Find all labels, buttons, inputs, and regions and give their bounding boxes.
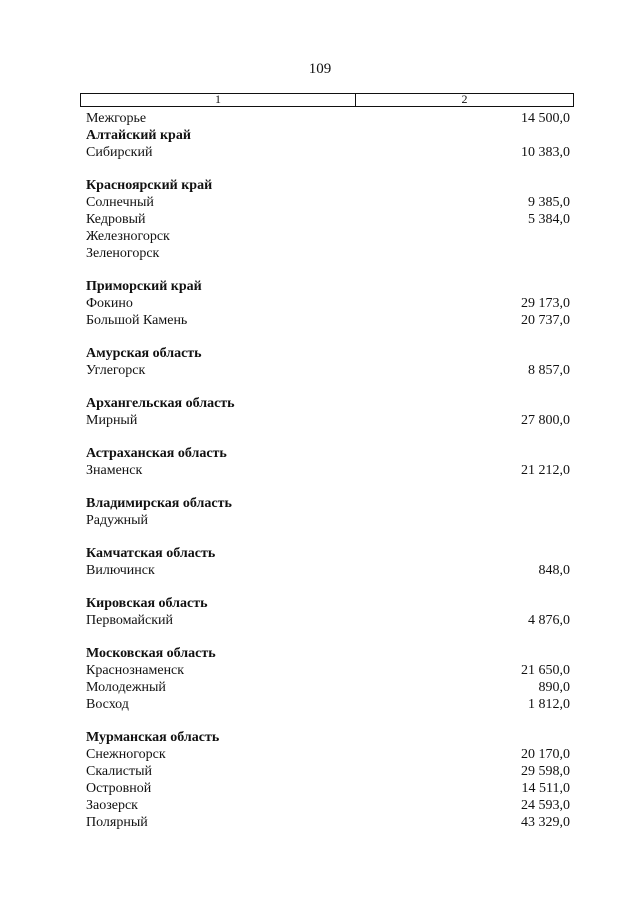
settlement-value: 21 650,0 [521, 663, 570, 678]
block-spacer [86, 579, 570, 595]
table-row [86, 144, 570, 161]
region-name: Архангельская область [86, 396, 235, 411]
settlement-name: Межгорье [86, 111, 147, 126]
region-heading [86, 395, 570, 412]
table-row [86, 362, 570, 379]
region-name: Камчатская область [86, 546, 216, 561]
table-body [86, 110, 570, 831]
region-name: Амурская область [86, 346, 202, 361]
region-heading [86, 278, 570, 295]
settlement-value: 20 170,0 [521, 747, 570, 762]
block-spacer [86, 479, 570, 495]
table-row [86, 797, 570, 814]
region-name: Приморский край [86, 279, 202, 294]
region-name: Владимирская область [86, 496, 232, 511]
table-row [86, 412, 570, 429]
settlement-value: 4 876,0 [528, 613, 570, 628]
table-row [86, 462, 570, 479]
region-heading [86, 177, 570, 194]
settlement-name: Полярный [86, 815, 148, 830]
settlement-value: 27 800,0 [521, 413, 570, 428]
column-2-header: 2 [461, 92, 468, 106]
settlement-value: 5 384,0 [528, 212, 570, 227]
settlement-value: 9 385,0 [528, 195, 570, 210]
settlement-value: 24 593,0 [521, 798, 570, 813]
settlement-name: Кедровый [86, 212, 146, 227]
settlement-value: 21 212,0 [521, 463, 570, 478]
settlement-name: Радужный [86, 513, 149, 528]
settlement-name: Вилючинск [86, 563, 155, 578]
region-heading [86, 645, 570, 662]
block-spacer [86, 529, 570, 545]
settlement-value: 1 812,0 [528, 697, 570, 712]
settlement-value: 8 857,0 [528, 363, 570, 378]
settlement-value: 14 511,0 [521, 781, 570, 796]
table-row [86, 814, 570, 831]
table-column-header [80, 93, 574, 107]
region-name: Мурманская область [86, 730, 220, 745]
settlement-name: Знаменск [86, 463, 143, 478]
settlement-name: Островной [86, 781, 152, 796]
region-name: Астраханская область [86, 446, 227, 461]
region-name: Красноярский край [86, 178, 213, 193]
table-row [86, 763, 570, 780]
table-row [86, 312, 570, 329]
block-spacer [86, 379, 570, 395]
settlement-name: Первомайский [86, 613, 174, 628]
settlement-value: 890,0 [538, 680, 570, 695]
table-row [86, 194, 570, 211]
table-row [86, 512, 570, 529]
page-number: 109 [308, 61, 332, 77]
settlement-name: Железногорск [86, 229, 170, 244]
settlement-name: Скалистый [86, 764, 152, 779]
region-heading [86, 545, 570, 562]
settlement-name: Молодежный [86, 680, 166, 695]
settlement-value: 10 383,0 [521, 145, 570, 160]
settlement-name: Краснознаменск [86, 663, 185, 678]
region-heading [86, 495, 570, 512]
region-heading [86, 729, 570, 746]
table-row [86, 562, 570, 579]
table-row [86, 780, 570, 797]
settlement-value: 29 173,0 [521, 296, 570, 311]
block-spacer [86, 429, 570, 445]
region-name: Московская область [86, 646, 216, 661]
table-row [86, 295, 570, 312]
settlement-name: Заозерск [86, 798, 138, 813]
table-row [86, 110, 570, 127]
settlement-name: Снежногорск [86, 747, 166, 762]
settlement-value: 43 329,0 [521, 815, 570, 830]
block-spacer [86, 262, 570, 278]
table-row [86, 746, 570, 763]
column-1-header: 1 [81, 94, 356, 106]
settlement-name: Сибирский [86, 145, 153, 160]
table-row [86, 662, 570, 679]
settlement-name: Большой Камень [86, 313, 188, 328]
table-row [86, 245, 570, 262]
region-heading [86, 345, 570, 362]
table-row [86, 696, 570, 713]
settlement-value: 14 500,0 [521, 111, 570, 126]
table-row [86, 612, 570, 629]
region-name: Кировская область [86, 596, 208, 611]
settlement-name: Фокино [86, 296, 133, 311]
table-row [86, 228, 570, 245]
settlement-value: 848,0 [538, 563, 570, 578]
region-heading [86, 595, 570, 612]
settlement-name: Восход [86, 697, 129, 712]
table-row [86, 211, 570, 228]
settlement-value: 20 737,0 [521, 313, 570, 328]
settlement-name: Углегорск [86, 363, 146, 378]
block-spacer [86, 329, 570, 345]
block-spacer [86, 629, 570, 645]
settlement-value: 29 598,0 [521, 764, 570, 779]
settlement-name: Солнечный [86, 195, 154, 210]
region-heading [86, 127, 570, 144]
block-spacer [86, 161, 570, 177]
table-row [86, 679, 570, 696]
settlement-name: Мирный [86, 413, 138, 428]
block-spacer [86, 713, 570, 729]
region-name: Алтайский край [86, 128, 191, 143]
settlement-name: Зеленогорск [86, 246, 160, 261]
region-heading [86, 445, 570, 462]
